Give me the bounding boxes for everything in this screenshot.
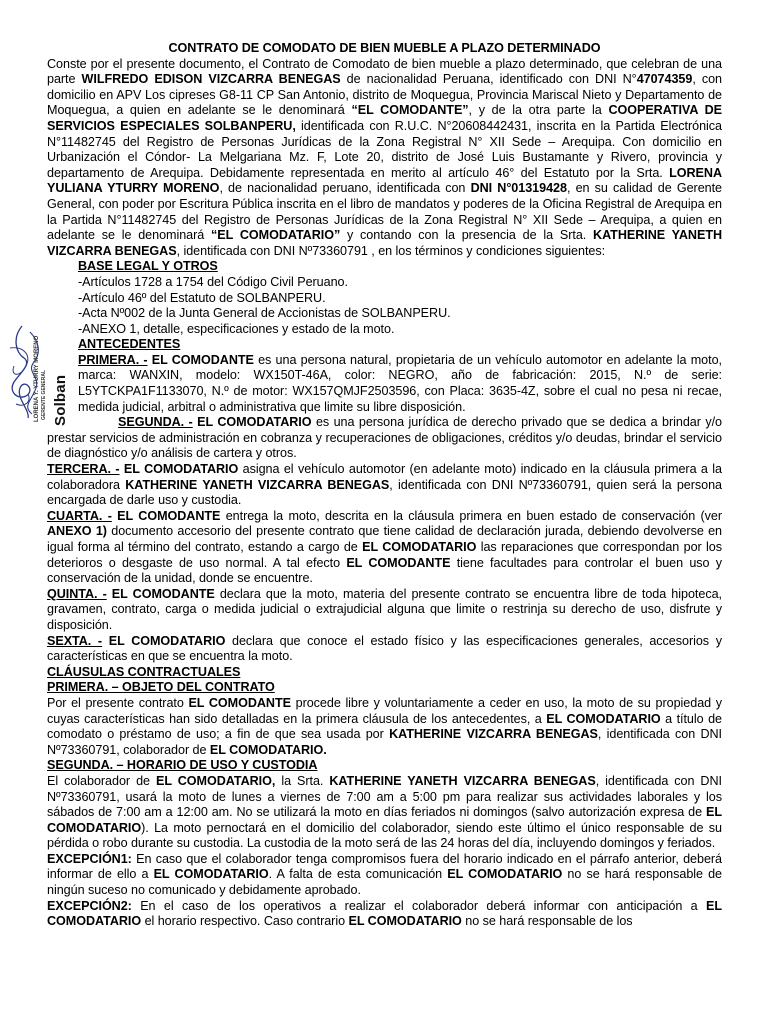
bold-text: SEGUNDA. – HORARIO DE USO Y CUSTODIA: [47, 758, 318, 773]
text-run: declara que conoce el estado físico y las especificaciones generales, accesorios y características en que se encuentra la moto.: [47, 633, 722, 664]
clause-paragraph: [47, 665, 722, 681]
bold-text: QUINTA. -: [47, 586, 107, 601]
bold-text: CUARTA. -: [47, 508, 112, 523]
base-legal-heading: BASE LEGAL Y OTROS: [78, 259, 218, 274]
base-legal-item: -ANEXO 1, detalle, especificaciones y estado de la moto.: [78, 321, 395, 336]
seal-name-text: LORENA Y. YTURRY MORENO: [34, 335, 40, 422]
bold-text: LORENA YULIANA YTURRY MORENO: [47, 165, 722, 196]
bold-text: 47074359: [636, 72, 693, 87]
bold-text: EL COMODANTE: [346, 555, 451, 570]
bold-text: EL COMODATARIO: [348, 914, 462, 929]
text-run: , identificada con DNI Nº73360791, usará la moto de lunes a viernes de 7:00 am a 5:00 pm para realizar sus actividades laborales y los sábados de 7:00 am a 12:00 am. No se utilizará la moto en días feriados ni domingos (salvo autorización expresa de: [47, 773, 722, 820]
bold-text: PRIMERA. -: [78, 352, 148, 367]
bold-text: KATHERINE YANETH VIZCARRA BENEGAS: [329, 773, 596, 788]
bold-text: PRIMERA. – OBJETO DEL CONTRATO: [47, 680, 275, 695]
clause-paragraph: [47, 509, 722, 587]
bold-text: EL COMODATARIO.: [209, 742, 327, 757]
clause-paragraph: [47, 852, 722, 899]
clauses-section: [47, 353, 722, 930]
document-title: CONTRATO DE COMODATO DE BIEN MUEBLE A PLAZO DETERMINADO: [168, 41, 601, 55]
text-run: En caso que el colaborador tenga compromisos fuera del horario indicado en el párrafo anterior, deberá informar de ello a: [47, 851, 722, 882]
text-run: , identificada con DNI Nº73360791, colaborador de: [47, 727, 722, 757]
text-run: documento accesorio del presente contrato que tiene calidad de declaración jurada, debiendo devolverse en igual forma al término del contrato, estando a cargo de: [47, 524, 722, 554]
bold-text: EL COMODATARIO: [153, 867, 269, 882]
clause-paragraph: [47, 774, 722, 852]
base-legal-section: [47, 259, 722, 353]
clause-paragraph: [47, 696, 722, 758]
bold-text: “EL COMODATARIO”: [211, 228, 341, 243]
bold-text: EXCEPCIÓN1:: [47, 851, 132, 866]
text-run: no se hará responsable de los: [461, 914, 633, 929]
text-run: Conste por el presente documento, el Contrato de Comodato de bien mueble a plazo determinado, que celebran de una parte: [47, 56, 722, 87]
text-run: , de nacionalidad peruano, identificada con: [219, 181, 471, 196]
text-run: declara que la moto, materia del presente contrato se encuentra libre de toda hipoteca, gravamen, contrato, carga o medida judicial o extrajudicial alguna que limite o restrinja su derecho de uso, disfrute y disposición.: [47, 586, 722, 632]
bold-text: KATHERINE YANETH VIZCARRA BENEGAS: [125, 477, 390, 492]
contract-document: [47, 41, 722, 930]
bold-text: ANEXO 1): [47, 524, 107, 539]
solban-logo: Solban: [52, 374, 69, 426]
text-run: de nacionalidad Peruana, identificado con DNI N°: [340, 72, 637, 87]
bold-text: EL COMODATARIO: [119, 462, 239, 477]
antecedentes-heading: ANTECEDENTES: [78, 337, 181, 352]
text-run: En el caso de los operativos a realizar el colaborador deberá informar con anticipación a: [131, 898, 706, 913]
text-run: El colaborador de: [47, 773, 156, 788]
text-run: tiene facultades para controlar el buen uso y conservación de la unidad, donde se encuentre.: [47, 555, 722, 586]
bold-text: “EL COMODANTE”: [351, 103, 469, 118]
text-run: [47, 415, 118, 429]
text-run: y contando con la presencia de la Srta.: [340, 228, 594, 243]
text-run: identificada con R.U.C. N°20608442431, inscrita en la Partida Electrónica N°11482745 del Registro de Personas Jurídicas de la Zona Registral N° XII Sede – Arequipa. Con domicilio en Urbanización el Cóndor- La Melgariana Mz. F, Lote 20, distrito de José Luis Bustamante y Rivero, provincia y departamento de Arequipa. Debidamente representada en merito al artículo 46° del Estatuto por la Srta.: [47, 118, 722, 180]
clause-paragraph: [47, 587, 722, 634]
text-run: , identificada con DNI Nº73360791 , en los términos y condiciones siguientes:: [176, 243, 606, 258]
clause-paragraph: [47, 899, 722, 930]
bold-text: EL COMODANTE: [188, 695, 291, 710]
bold-text: EL COMODATARIO: [362, 540, 477, 554]
bold-text: SEGUNDA. -: [118, 415, 193, 430]
bold-text: EL COMODANTE: [147, 352, 254, 367]
clause-paragraph: [47, 353, 722, 415]
bold-text: EL COMODATARIO: [102, 633, 226, 648]
text-run: , con domicilio en APV Los cipreses G8-11 CP San Antonio, distrito de Moquegua, Provincia Mariscal Nieto y Departamento de Moquegua, a quien en adelante se le denominará: [47, 72, 723, 118]
text-run: a título de comodato o préstamo de uso; a fin de que sea usada por: [47, 711, 722, 742]
clause-paragraph: [47, 415, 722, 462]
bold-text: EL COMODANTE: [111, 508, 221, 523]
text-run: , y de la otra parte la: [468, 103, 609, 118]
text-run: es una persona jurídica de derecho privado que se dedica a brindar y/o prestar servicios de administración en cobranza y recuperaciones de obligaciones, créditos y/o deudas, brindar el servicio de diagnóstico y/o análisis de cartera y otros.: [47, 415, 722, 461]
clause-paragraph: [47, 758, 722, 774]
bold-text: DNI N°01319428: [470, 181, 567, 196]
text-run: . A falta de esta comunicación: [268, 867, 448, 882]
bold-text: KATHERINE VIZCARRA BENEGAS: [389, 727, 598, 742]
text-run: asigna el vehículo automotor (en adelante moto) indicado en la cláusula primera a la colaboradora: [47, 462, 722, 492]
text-run: entrega la moto, descrita en la cláusula primera en buen estado de conservación (ver: [220, 508, 722, 523]
text-run: , en su calidad de Gerente General, con poder por Escritura Pública inscrita en el libro de mandatos y poderes de la Oficina Registral de Arequipa en la Partida N°11482745 del Registro de Personas Jurídicas de la Zona Registral N° XII Sede – Arequipa, a quien en adelante se le denominará: [47, 181, 723, 243]
text-run: no se hará responsable de ningún suceso no comunicado y debidamente aprobado.: [47, 867, 723, 898]
bold-text: TERCERA. -: [47, 462, 120, 477]
text-run: procede libre y voluntariamente a ceder en uso, la moto de su propiedad y cuyas características han sido detalladas en la primera cláusula de los antecedentes, a: [47, 695, 722, 726]
bold-text: EXCEPCIÓN2:: [47, 898, 132, 913]
text-run: es una persona natural, propietaria de un vehículo automotor en adelante la moto, marca: WANXIN, modelo: WX150T-46A, color: NEGRO, año de fabricación: 2015, N.º de serie: L5YTCKPA1F1133070, N.º de motor: WX157QMJF2503596, con Placa: 3635-4Z, sobre el cual no pesa ni recae, medida judicial, arbitral o administrativa que limite su libre disposición.: [78, 352, 722, 414]
seal-role-text: GERENTE GENERAL: [41, 369, 47, 420]
bold-text: CLÁUSULAS CONTRACTUALES: [47, 664, 241, 679]
bold-text: EL COMODATARIO: [447, 867, 563, 882]
bold-text: EL COMODATARIO,: [155, 773, 276, 788]
text-run: las reparaciones que correspondan por los deterioros o desgaste de uso normal. A tal efecto: [47, 540, 722, 570]
bold-text: KATHERINE YANETH VIZCARRA BENEGAS: [47, 228, 723, 258]
text-run: ). La moto pernoctará en el domicilio del colaborador, siendo este último el único responsable de su pérdida o robo durante su custodia. La custodia de la moto será de las 24 horas del día, incluyendo domingos y feriados.: [47, 820, 722, 851]
bold-text: EL COMODANTE: [106, 586, 215, 601]
intro-paragraph: [47, 57, 722, 260]
clause-paragraph: [47, 680, 722, 696]
text-run: el horario respectivo. Caso contrario: [141, 914, 349, 929]
bold-text: EL COMODATARIO: [546, 711, 661, 726]
bold-text: COOPERATIVA DE SERVICIOS ESPECIALES SOLBANPERU,: [47, 103, 723, 133]
bold-text: EL COMODATARIO: [47, 805, 722, 835]
bold-text: SEXTA. -: [47, 633, 103, 648]
clause-paragraph: [47, 634, 722, 665]
bold-text: EL COMODATARIO: [192, 415, 312, 430]
bold-text: WILFREDO EDISON VIZCARRA BENEGAS: [81, 72, 341, 87]
base-legal-item: -Artículos 1728 a 1754 del Código Civil Peruano.: [78, 274, 348, 289]
text-run: , identificada con DNI Nº73360791, quien será la persona encargada de darle uso y custodia.: [47, 477, 723, 508]
text-run: Por el presente contrato: [47, 695, 189, 710]
base-legal-item: -Acta Nº002 de la Junta General de Accionistas de SOLBANPERU.: [78, 306, 451, 321]
bold-text: EL COMODATARIO: [47, 898, 722, 929]
text-run: la Srta.: [275, 773, 330, 788]
base-legal-item: -Artículo 46º del Estatuto de SOLBANPERU.: [78, 290, 326, 305]
clause-paragraph: [47, 462, 722, 509]
